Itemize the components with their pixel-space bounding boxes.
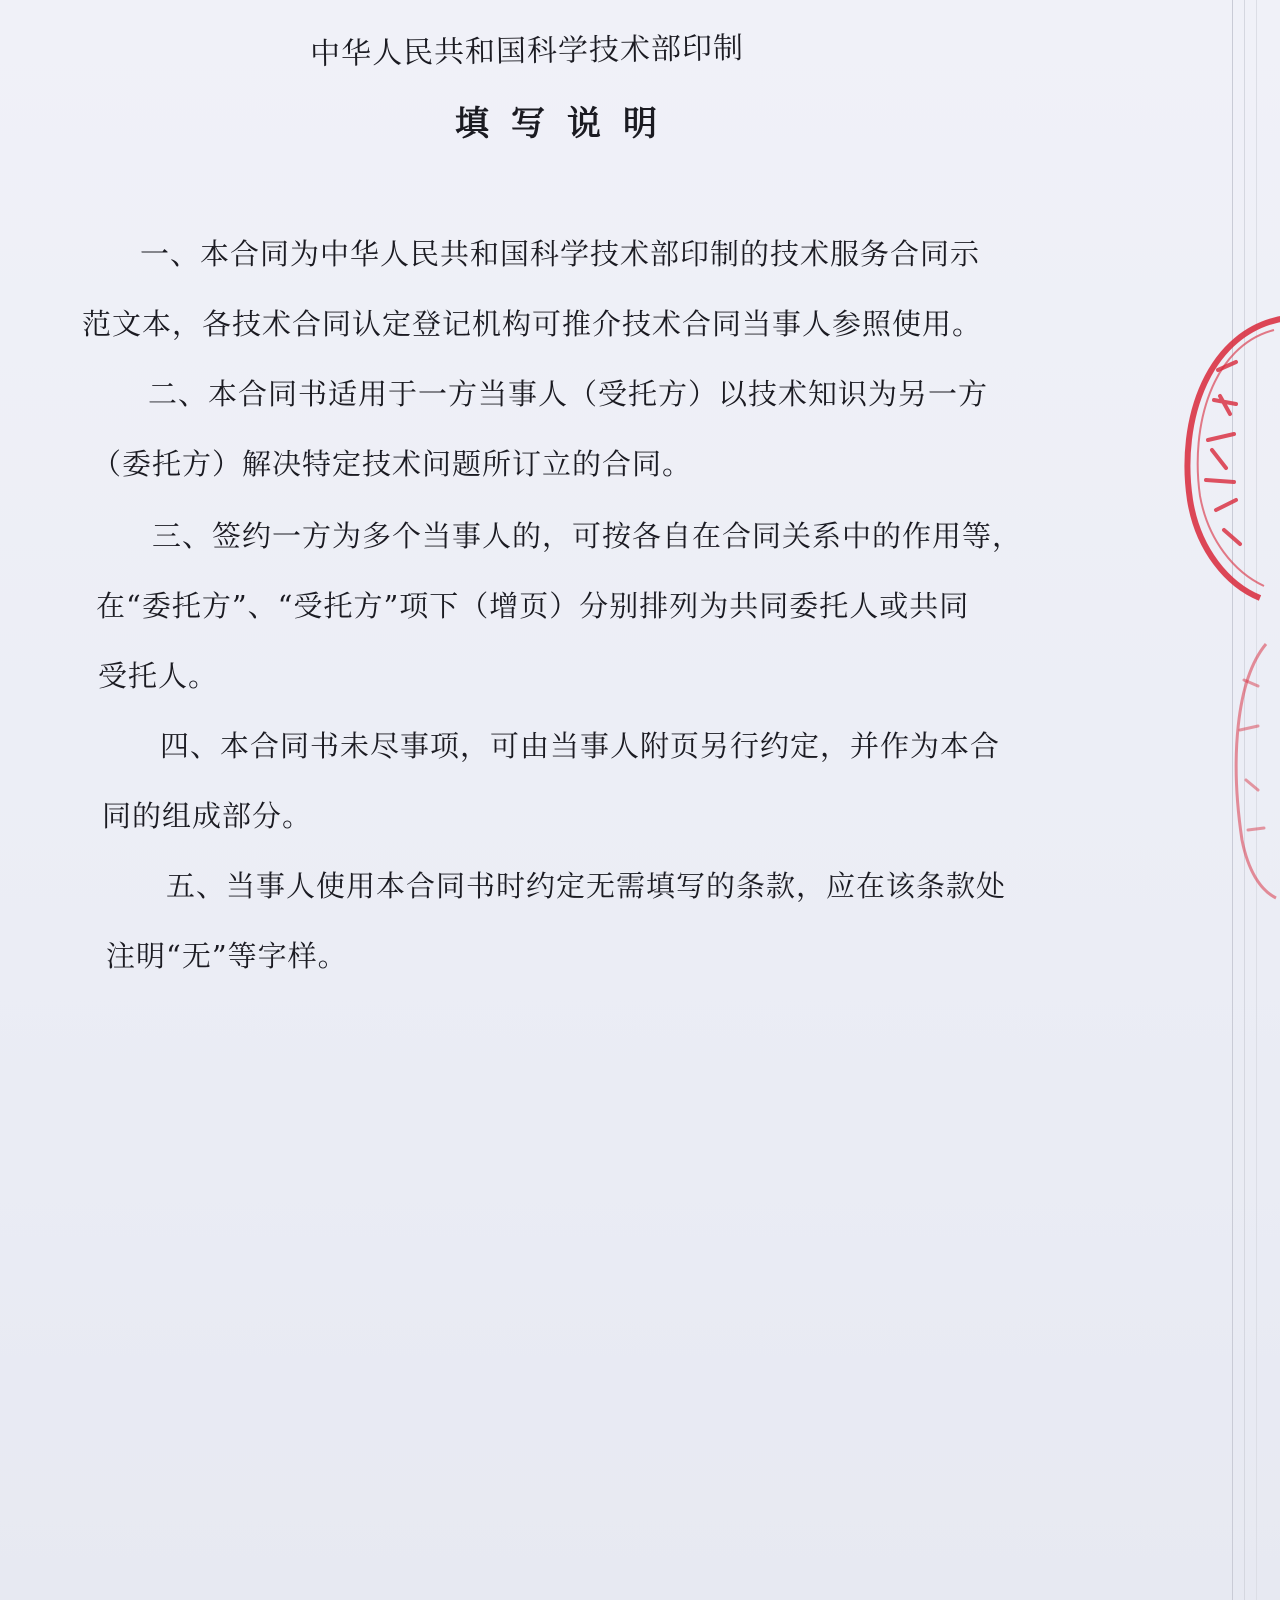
paragraph-5-line-1: 五、当事人使用本合同书时约定无需填写的条款，应在该条款处	[166, 869, 1007, 903]
paragraph-4-line-2: 同的组成部分。	[102, 799, 313, 833]
page-title: 填写说明	[455, 104, 679, 144]
red-seal-stamp	[1168, 300, 1280, 600]
printer-header: 中华人民共和国科学技术部印制	[309, 30, 745, 73]
paragraph-5-line-2: 注明“无”等字样。	[106, 939, 348, 973]
red-seal-stamp-partial	[1226, 640, 1280, 900]
paragraph-3-line-3: 受托人。	[98, 659, 219, 693]
paragraph-2-line-1: 二、本合同书适用于一方当事人（受托方）以技术知识为另一方	[148, 377, 989, 411]
paragraph-4-line-1: 四、本合同书未尽事项，可由当事人附页另行约定，并作为本合	[160, 729, 1001, 763]
paragraph-1-line-1: 一、本合同为中华人民共和国科学技术部印制的技术服务合同示	[140, 237, 981, 271]
paragraph-3-line-2: 在“委托方”、“受托方”项下（增页）分别排列为共同委托人或共同	[96, 589, 970, 623]
paragraph-2-line-2: （委托方）解决特定技术问题所订立的合同。	[92, 447, 693, 481]
paragraph-3-line-1: 三、签约一方为多个当事人的，可按各自在合同关系中的作用等，	[152, 519, 1023, 553]
paragraph-1-line-2: 范文本，各技术合同认定登记机构可推介技术合同当事人参照使用。	[82, 307, 983, 341]
